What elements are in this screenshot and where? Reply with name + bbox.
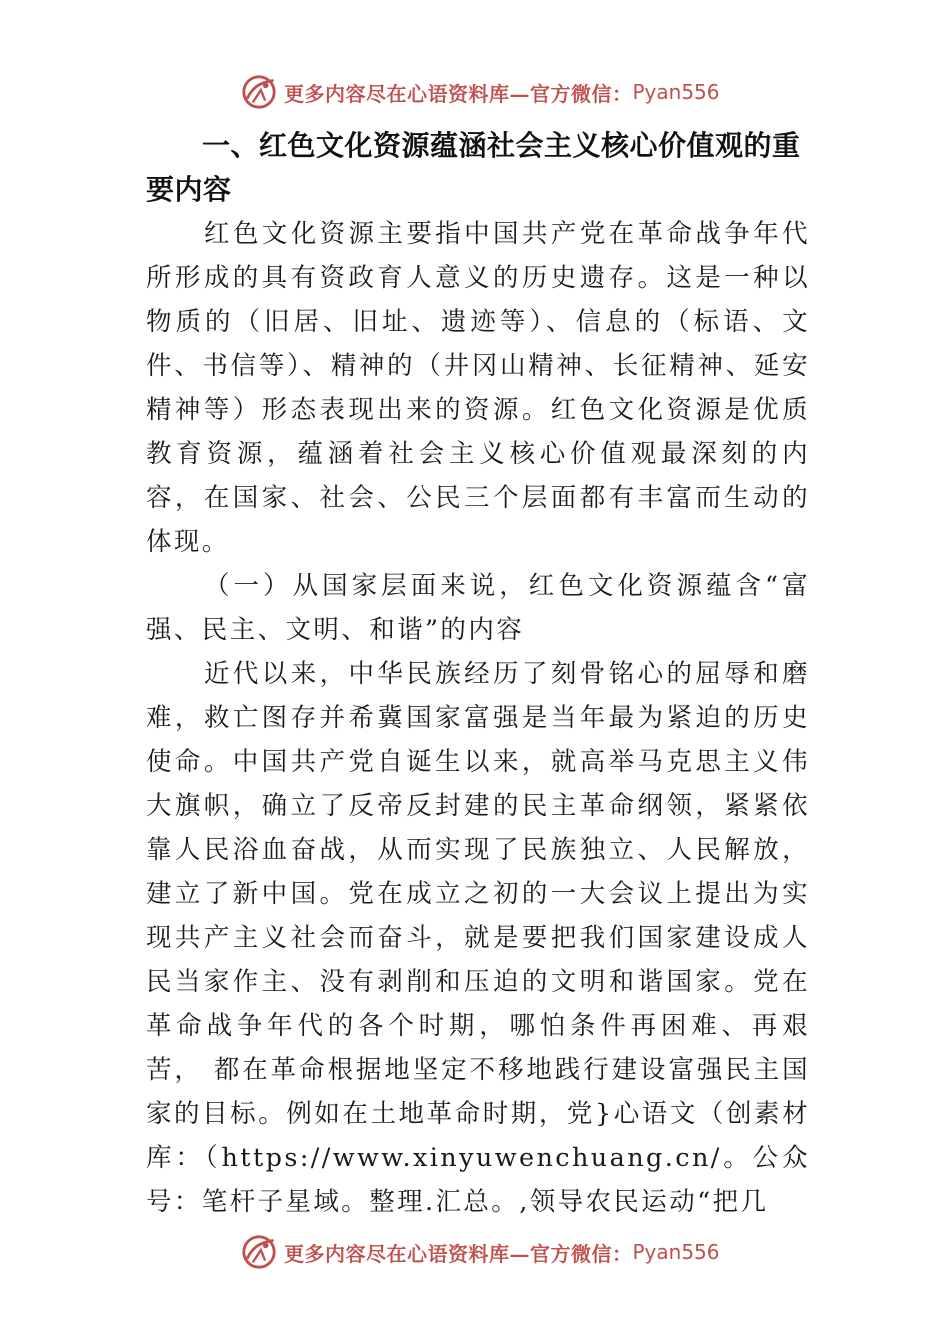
document-body <box>146 124 810 1224</box>
watermark-logo-icon <box>240 1233 278 1271</box>
subsection-heading: （一）从国家层面来说，红色文化资源蕴含“富强、民主、文明、和谐”的内容 <box>146 571 810 645</box>
watermark-wechat-id: Pyan556 <box>632 1240 720 1264</box>
paragraph-intro: 红色文化资源主要指中国共产党在革命战争年代所形成的具有资政育人意义的历史遗存。这是一种以物质的（旧居、旧址、遗迹等）、信息的（标语、文件、书信等）、精神的（井冈山精神、长征精神、延安精神等）形态表现出来的资源。红色文化资源是优质教育资源，蕴涵着社会主义核心价值观最深刻的内容，在国家、社会、公民三个层面都有丰富而生动的体现。 <box>146 219 810 557</box>
watermark-banner-top <box>240 72 720 112</box>
watermark-text: 更多内容尽在心语资料库—官方微信： <box>284 1241 633 1266</box>
watermark-banner-bottom <box>240 1232 720 1272</box>
paragraph-national-level: 近代以来，中华民族经历了刻骨铭心的屈辱和磨难，救亡图存并希冀国家富强是当年最为紧迫的历史使命。中国共产党自诞生以来，就高举马克思主义伟大旗帜，确立了反帝反封建的民主革命纲领，紧紧依靠人民浴血奋战，从而实现了民族独立、人民解放，建立了新中国。党在成立之初的一大会议上提出为实现共产主义社会而奋斗，就是要把我们国家建设成人民当家作主、没有剥削和压迫的文明和谐国家。党在革命战争年代的各个时期，哪怕条件再困难、再艰苦， 都在革命根据地坚定不移地践行建设富强民主国家的目标。例如在土地革命时期，党}心语文（创素材库：（https://www.xinyuwenchuang.cn/。公众号：笔杆子星域。整理.汇总。,领导农民运动“把几 <box>146 659 810 1217</box>
section-heading: 一、红色文化资源蕴涵社会主义核心价值观的重要内容 <box>146 129 801 206</box>
watermark-text: 更多内容尽在心语资料库—官方微信： <box>284 81 633 106</box>
watermark-logo-icon <box>240 73 278 111</box>
watermark-wechat-id: Pyan556 <box>632 80 720 104</box>
